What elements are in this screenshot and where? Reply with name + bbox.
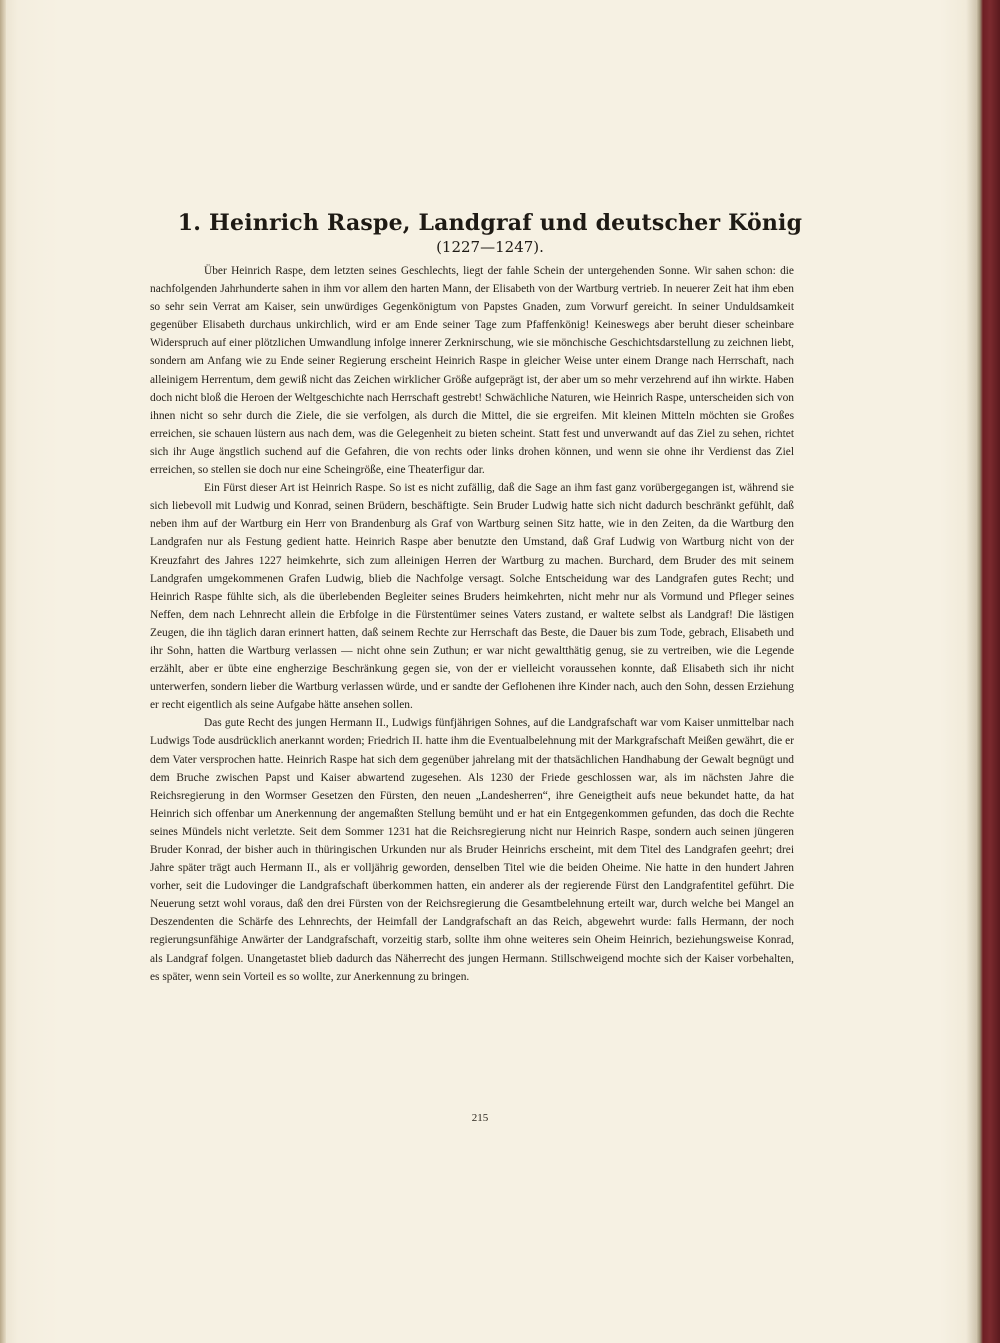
page-gutter [0,0,6,1343]
page-edge-shadow [966,0,976,1343]
chapter-title: 1. Heinrich Raspe, Landgraf und deutscher König [177,210,803,236]
paragraph-1: Über Heinrich Raspe, dem letzten seines Geschlechts, liegt der fahle Schein der untergehenden Sonne. Wir sahen schon: die nachfolgenden Jahrhunderte sahen in ihm vor allem den harten Mann, der Elisabeth von der Wartburg vertrieb. In neuerer Zeit hat ihm eben so sehr sein Verrat am Kaiser, sein unwürdiges Gegenkönigtum von Papstes Gnaden, zum Vorwurf gereicht. In seiner Unduldsamkeit gegenüber Elisabeth durchaus unkirchlich, wird er am Ende seiner Tage zum Pfaffenkönig! Keineswegs aber beruht dieser scheinbare Widerspruch auf einer plötzlichen Umwandlung infolge innerer Zerknirschung, wie sie mönchische Geschichtsdarstellung zu zeichnen liebt, sondern am Anfang wie zu Ende seiner Regierung erscheint Heinrich Raspe in gleicher Weise unter einem Drange nach Herrschaft, nach alleinigem Herrentum, dem gewiß nicht das Zeichen wirklicher Größe aufgeprägt ist, der aber um so mehr verzehrend auf ihn wirkte. Haben doch nicht bloß die Heroen der Weltgeschichte nach Herrschaft gestrebt! Schwächliche Naturen, wie Heinrich Raspe, unterscheiden sich von ihnen nicht so sehr durch die Ziele, die sie verfolgen, als durch die Mittel, die sie ergreifen. Mit kleinen Mitteln möchten sie Großes erreichen, sie schauen lüstern aus nach dem, was die Gelegenheit zu bieten scheint. Statt fest und unverwandt auf das Ziel zu sehen, richtet sich ihr Auge ängstlich suchend auf die Gefahren, die von rechts oder links drohen können, und wenn sie ohne ihr Verdienst das Ziel erreichen, so stellen sie doch nur eine Scheingröße, eine Theaterfigur dar. [150,265,794,477]
page-number: 215 [471,1112,489,1124]
paragraph-3: Das gute Recht des jungen Hermann II., Ludwigs fünfjährigen Sohnes, auf die Landgrafschaft war vom Kaiser unmittelbar nach Ludwigs Tode ausdrücklich anerkannt worden; Friedrich II. hatte ihm die Eventualbelehnung mit der Markgrafschaft Meißen gewährt, die er dem Vater versprochen hatte. Heinrich Raspe hat sich dem gegenüber jahrelang mit der thatsächlichen Handhabung der Gewalt begnügt und dem Bruche zwischen Papst und Kaiser abwartend zugesehen. Als 1230 der Friede geschlossen war, als im nächsten Jahre die Reichsregierung in den Wormser Gesetzen den Fürsten, den neuen „Landesherren“, ihre Geneigtheit aufs neue bekundet hatte, da hat Heinrich sich offenbar um Anerkennung der angemaßten Stellung bemüht und er hat ein Entgegenkommen gefunden, das doch die Rechte seines Mündels nicht verletzte. Seit dem Sommer 1231 hat die Reichsregierung nicht nur Heinrich Raspe, sondern auch seinen jüngeren Bruder Konrad, der bisher auch in thüringischen Urkunden nur als Bruder Heinrichs erscheint, mit dem Titel des Landgrafen geehrt; drei Jahre später trägt auch Hermann II., als er volljährig geworden, denselben Titel wie die beiden Oheime. Nie hatte in den hundert Jahren vorher, seit die Ludovinger die Landgrafschaft überkommen hatten, ein anderer als der regierende Fürst den Landgrafentitel geführt. Die Neuerung setzt wohl voraus, daß den drei Fürsten von der Reichsregierung die Gesamtbelehnung erteilt war, durch welche bei Mangel an Deszendenten die Schärfe des Lehnrechts, der Heimfall der Landgrafschaft an das Reich, abgewehrt wurde: falls Hermann, der noch regierungsunfähige Anwärter der Landgrafschaft, vorzeitig starb, sollte ihm ohne weiteres sein Oheim Heinrich, beziehungsweise Konrad, als Landgraf folgen. Unangetastet blieb dadurch das Näherrecht des jungen Hermann. Stillschweigend mochte sich der Kaiser vorbehalten, es später, wenn sein Vorteil es so wollte, zur Anerkennung zu bringen. [150,717,794,983]
binding-edge [976,0,1000,1343]
body-text [150,262,794,986]
paragraph-2: Ein Fürst dieser Art ist Heinrich Raspe. So ist es nicht zufällig, daß die Sage an ihm fast ganz vorübergegangen ist, während sie sich liebevoll mit Ludwig und Konrad, seinen Brüdern, beschäftigte. Sein Bruder Ludwig hatte sich nicht dadurch beschränkt gefühlt, daß neben ihm auf der Wartburg ein Herr von Brandenburg als Graf von Wartburg seinen Sitz hatte, wie in den Zeiten, da die Wartburg den Landgrafen nur als Festung gedient hatte. Heinrich Raspe aber benutzte den Umstand, daß Graf Ludwig von Wartburg nicht von der Kreuzfahrt des Jahres 1227 heimkehrte, sich zum alleinigen Herren der Wartburg zu machen. Burchard, dem Bruder des mit seinem Landgrafen umgekommenen Grafen Ludwig, blieb die Nachfolge versagt. Solche Entscheidung war des Landgrafen gutes Recht; und Heinrich Raspe fühlte sich, als die überlebenden Begleiter seines Bruders heimkehrten, nicht mehr nur als Vormund und Pfleger seines Neffen, dem nach Lehnrecht allein die Erbfolge in die Fürstentümer seines Vaters zustand, er waltete selbst als Landgraf! Die lästigen Zeugen, die ihn täglich daran erinnert hatten, daß seinem Rechte zur Herrschaft das Beste, die Dauer bis zum Tode, gebrach, Elisabeth und ihr Sohn, hatten die Wartburg verlassen — nicht ohne sein Zuthun; er war nicht gewaltthätig genug, sie zu vertreiben, wie die Legende erzählt, aber er übte eine engherzige Beschränkung gegen sie, von der er vielleicht voraussehen konnte, daß Elisabeth sich ihr nicht unterwerfen, sondern lieber die Wartburg verlassen würde, und er sandte der Geflohenen ihre Kinder nach, auch den Sohn, dessen Erziehung er recht eigentlich als seine Aufgabe hätte ansehen sollen. [150,482,794,712]
chapter-dates: (1227—1247). [436,238,544,256]
